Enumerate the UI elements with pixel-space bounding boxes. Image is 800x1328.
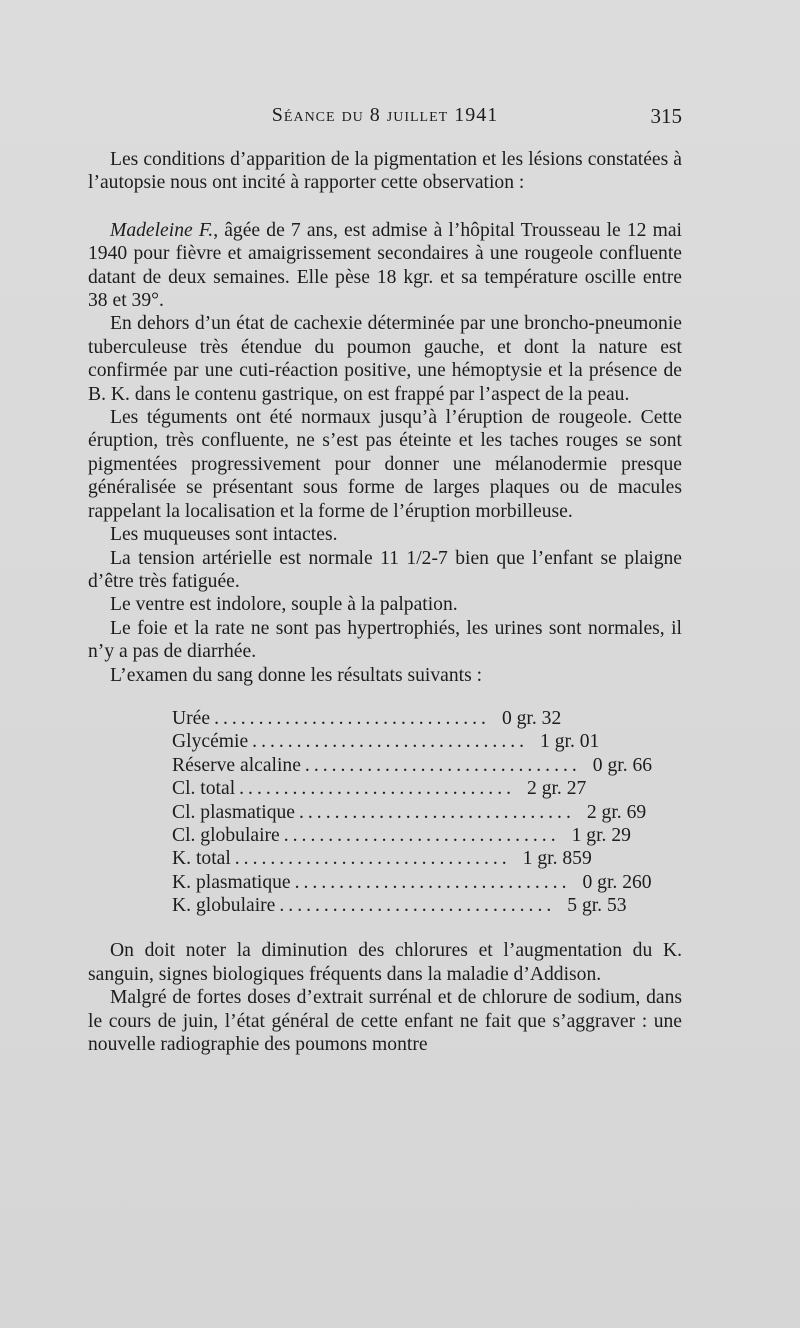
paragraph-case bbox=[88, 219, 682, 313]
paragraph-skin: Les téguments ont été normaux jusqu’à l’éruption de rougeole. Cette éruption, très confluente, ne s’est pas éteinte et les taches rouges se sont pigmentées progressivement pour donner une mélanodermie presque généralisée se présentant sous forme de larges plaques ou de macules rappelant la localisation et la forme de l’éruption morbilleuse. bbox=[88, 407, 682, 522]
body-text bbox=[88, 148, 682, 1056]
result-value: 1 gr. 29 bbox=[571, 824, 631, 846]
result-value: 5 gr. 53 bbox=[567, 895, 627, 917]
result-value: 0 gr. 260 bbox=[582, 871, 652, 893]
patient-name: Madeleine F. bbox=[110, 219, 214, 241]
table-row: Urée ............................... 0 gr. 32 bbox=[172, 707, 588, 730]
table-row: K. total ............................... 1 gr. 859 bbox=[172, 848, 592, 870]
table-row: Cl. plasmatique ............................... 2 gr. 69 bbox=[172, 801, 647, 823]
case-text: , âgée de 7 ans, est admise à l’hôpital Trousseau le 12 mai 1940 pour fièvre et amaigrissement secondaires à une rougeole confluente datant de deux semaines. Elle pèse 18 kgr. et sa température oscille entre 38 et 39°. bbox=[88, 219, 682, 312]
paragraph-mucosa: Les muqueuses sont intactes. bbox=[110, 524, 338, 546]
paragraph-treatment: Malgré de fortes doses d’extrait surrénal et de chlorure de sodium, dans le cours de juin, l’état général de cette enfant ne fait que s’aggraver : une nouvelle radiographie des poumons montre bbox=[88, 987, 682, 1056]
result-value: 1 gr. 01 bbox=[540, 731, 600, 753]
header-title: Séance du 8 juillet 1941 bbox=[271, 104, 499, 126]
paragraph-cachexia: En dehors d’un état de cachexie déterminée par une broncho-pneumonie tuberculeuse très étendue du poumon gauche, et dont la nature est confirmée par une cuti-réaction positive, une hémoptysie et la présence de B. K. dans le contenu gastrique, on est frappé par l’aspect de la peau. bbox=[88, 313, 682, 405]
table-row: Réserve alcaline ............................... 0 gr. 66 bbox=[172, 754, 653, 776]
result-label: K. globulaire bbox=[172, 895, 276, 917]
result-label: Urée bbox=[172, 707, 211, 729]
result-label: K. total bbox=[172, 848, 231, 870]
result-value: 2 gr. 27 bbox=[527, 778, 587, 800]
table-row: Glycémie ............................... 1 gr. 01 bbox=[172, 731, 600, 753]
paragraph-tension: La tension artérielle est normale 11 1/2-7 bien que l’enfant se plaigne d’être très fatiguée. bbox=[88, 547, 682, 592]
result-label: K. plasmatique bbox=[172, 871, 291, 893]
result-value: 0 gr. 32 bbox=[501, 707, 562, 729]
paragraph-blood-intro: L’examen du sang donne les résultats suivants : bbox=[110, 664, 483, 686]
result-label: Cl. plasmatique bbox=[172, 801, 295, 823]
paragraph-chlorides: On doit noter la diminution des chlorures et l’augmentation du K. sanguin, signes biologiques fréquents dans la maladie d’Addison. bbox=[88, 940, 682, 985]
table-row: Cl. globulaire ............................... 1 gr. 29 bbox=[172, 824, 631, 846]
result-label: Réserve alcaline bbox=[172, 754, 301, 776]
table-row: K. plasmatique ............................... 0 gr. 260 bbox=[172, 871, 652, 893]
result-value: 1 gr. 859 bbox=[522, 848, 592, 870]
result-label: Cl. globulaire bbox=[172, 824, 280, 846]
paragraph-abdomen: Le ventre est indolore, souple à la palpation. bbox=[110, 594, 458, 616]
result-value: 0 gr. 66 bbox=[592, 754, 653, 776]
result-label: Cl. total bbox=[172, 778, 236, 800]
page-number: 315 bbox=[650, 104, 682, 128]
running-header bbox=[88, 100, 682, 136]
result-value: 2 gr. 69 bbox=[586, 801, 647, 823]
paragraph-intro: Les conditions d’apparition de la pigmentation et les lésions constatées à l’autopsie nous ont incité à rapporter cette observation : bbox=[88, 149, 682, 194]
result-label: Glycémie bbox=[172, 731, 249, 753]
blood-results-table bbox=[172, 707, 653, 918]
table-row: K. globulaire ............................... 5 gr. 53 bbox=[172, 895, 627, 917]
table-row: Cl. total ............................... 2 gr. 27 bbox=[172, 778, 587, 800]
paragraph-liver: Le foie et la rate ne sont pas hypertrophiés, les urines sont normales, il n’y a pas de diarrhée. bbox=[88, 617, 682, 663]
